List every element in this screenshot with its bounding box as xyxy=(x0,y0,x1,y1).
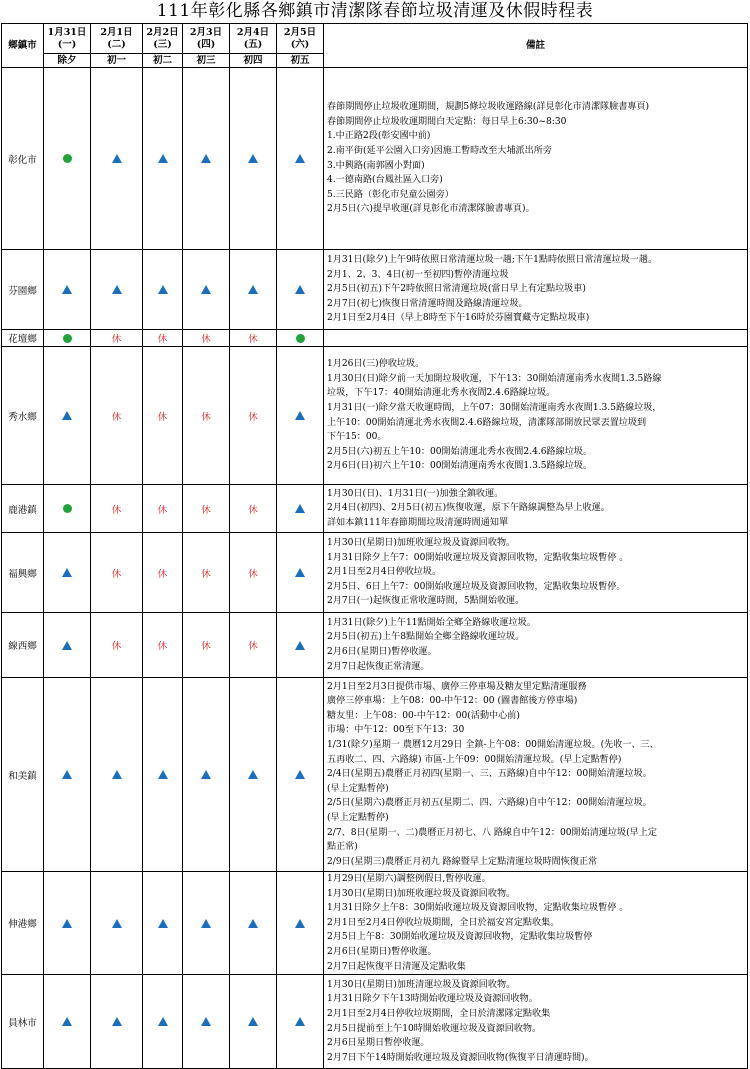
remark-line: 2月6日(星期日)暫停收運。 xyxy=(327,647,437,657)
remark-line: 2月1日至2月3日提供市場、廣停三停車場及糖友里定點清運服務 xyxy=(327,681,587,692)
remark-line: 廣停三停車場：上午08：00-中午12：00 (圖書館後方停車場) xyxy=(327,696,578,707)
status-cell xyxy=(230,533,277,613)
remark-line: 五再收二、四、六路線) 市區-上午09：00開始清運垃圾。(早上定點暫停) xyxy=(327,754,622,765)
status-cell xyxy=(183,250,230,330)
header-day: 2月4日 (五) xyxy=(230,24,277,54)
blue-triangle-icon xyxy=(295,568,305,577)
status-cell xyxy=(183,68,230,250)
remark-line: 2月1日至2月4日停收垃圾期間，全日於福安宮定點收集。 xyxy=(327,917,560,928)
remark-line: 2月7日(一)起恢復正常收運時間，5點開始收運。 xyxy=(327,596,525,607)
remark-line: 1月26日(三)停收垃圾。 xyxy=(327,359,425,370)
remark-line: 1月30日(星期日)加班收運垃圾及資源回收物。 xyxy=(327,538,516,549)
schedule-table xyxy=(1,23,748,1069)
remark-line: 2月5日(六)提早收運(詳見彰化市清潔隊臉書專頁)。 xyxy=(327,204,535,215)
town-name: 彰化市 xyxy=(2,68,44,250)
status-cell xyxy=(91,872,143,975)
green-circle-icon xyxy=(296,334,305,343)
blue-triangle-icon xyxy=(158,919,168,928)
rest-label: 休 xyxy=(111,641,122,652)
remark-line: 詳如本鎮111年春節期間垃圾清運時間通知單 xyxy=(327,517,509,528)
remarks-cell xyxy=(324,975,748,1069)
remark-line: 2/9日(星期三)農曆正月初九 路線暨早上定點清運垃圾時間恢復正常 xyxy=(327,856,598,867)
remark-line: 4.一德南路(台鳳社區入口旁) xyxy=(327,175,443,186)
rest-label: 休 xyxy=(248,504,258,516)
table-row xyxy=(2,330,748,347)
remark-line: 1月31日除夕上午8：30開始收運垃圾及資源回收物，定點收集垃圾暫停 。 xyxy=(327,903,629,914)
remark-line: (早上定點暫停) xyxy=(327,783,389,794)
blue-triangle-icon xyxy=(62,411,72,420)
status-cell xyxy=(143,485,183,533)
remark-line: 1月30日(日)除夕前一天加開垃圾收運，下午13：30開始清運南秀水夜間1.3.5路線 xyxy=(327,373,662,384)
table-row xyxy=(2,347,748,485)
green-circle-icon xyxy=(63,154,72,163)
remark-line: 春節期間停止垃圾收運期間，規劃5條垃圾收運路線(詳見彰化市清潔隊臉書專頁) xyxy=(327,102,650,113)
status-cell xyxy=(230,975,277,1069)
status-cell xyxy=(277,872,324,975)
status-cell xyxy=(143,330,183,347)
remark-line: 2月7日下午14時開始收運垃圾及資源回收物(恢復平日清運時間)。 xyxy=(327,1052,594,1063)
blue-triangle-icon xyxy=(248,1017,258,1026)
blue-triangle-icon xyxy=(62,919,72,928)
status-cell xyxy=(44,678,91,872)
remark-line: 2月5日(六)初五上午10：00開始清運北秀水夜間2.4.6路線垃圾。 xyxy=(327,446,593,457)
remark-line: 2月7日起恢復平日清運及定點收集 xyxy=(327,961,466,972)
green-circle-icon xyxy=(63,334,72,343)
remark-line: 2月5日、6日上午7：00開始收運垃圾及資源回收物，定點收集垃圾暫停。 xyxy=(327,581,626,592)
blue-triangle-icon xyxy=(201,770,211,779)
rest-label: 休 xyxy=(248,334,258,345)
town-name: 員林市 xyxy=(2,975,44,1069)
remark-line: 1月30日(星期日)加班收運垃圾及資源回收物。 xyxy=(327,888,516,899)
blue-triangle-icon xyxy=(158,154,168,163)
status-cell xyxy=(183,533,230,613)
status-cell xyxy=(44,533,91,613)
blue-triangle-icon xyxy=(248,154,258,163)
table-row xyxy=(2,250,748,330)
status-cell xyxy=(143,872,183,975)
status-cell xyxy=(44,330,91,347)
rest-label: 休 xyxy=(111,411,122,423)
remark-line: 2月5日提前至上午10時開始收運垃圾及資源回收物。 xyxy=(327,1023,542,1034)
blue-triangle-icon xyxy=(112,919,122,928)
status-cell xyxy=(91,485,143,533)
status-cell xyxy=(91,347,143,485)
table-row xyxy=(2,872,748,975)
blue-triangle-icon xyxy=(248,919,258,928)
remark-line: 2月6日(日)初六上午10：00開始清運南秀水夜間1.3.5路線垃圾。 xyxy=(327,461,593,472)
status-cell xyxy=(183,678,230,872)
blue-triangle-icon xyxy=(158,285,168,294)
status-cell xyxy=(230,347,277,485)
table-row xyxy=(2,975,748,1069)
header-day: 2月3日 (四) xyxy=(183,24,230,54)
remark-line: 垃圾，下午17：40開始清運北秀水夜間2.4.6路線垃圾。 xyxy=(327,388,556,399)
remark-line: 1/31(除夕)星期一 農曆12月29日 全鎮-上午08：00開始清運垃圾。(先收一、三、 xyxy=(327,740,659,751)
status-cell xyxy=(44,872,91,975)
remark-line: 點正常) xyxy=(327,842,358,853)
remark-line: 3.中興路(南郭國小對面) xyxy=(327,160,425,171)
status-cell xyxy=(183,347,230,485)
header-lunar: 除夕 xyxy=(44,54,91,68)
status-cell xyxy=(143,678,183,872)
blue-triangle-icon xyxy=(62,641,72,650)
header-lunar: 初五 xyxy=(277,54,324,68)
rest-label: 休 xyxy=(201,504,211,516)
rest-label: 休 xyxy=(111,334,122,345)
blue-triangle-icon xyxy=(295,641,305,650)
town-name: 線西鄉 xyxy=(2,613,44,678)
status-cell xyxy=(277,347,324,485)
status-cell xyxy=(44,613,91,678)
status-cell xyxy=(183,872,230,975)
remark-line: 1月30日(日)、1月31日(一)加強全鎮收運。 xyxy=(327,488,504,499)
status-cell xyxy=(143,250,183,330)
status-cell xyxy=(143,347,183,485)
status-cell xyxy=(91,250,143,330)
status-cell xyxy=(277,678,324,872)
blue-triangle-icon xyxy=(112,1017,122,1026)
remarks-cell xyxy=(324,330,748,347)
rest-label: 休 xyxy=(248,641,258,652)
header-day: 2月1日 (二) xyxy=(91,24,143,54)
blue-triangle-icon xyxy=(112,154,122,163)
remark-line: 1月31日(一)除夕當天收運時間，上午07：30開始清運南秀水夜間1.3.5路線垃圾， xyxy=(327,402,662,413)
status-cell xyxy=(230,250,277,330)
remark-line: 2月6日星期日暫停收運。 xyxy=(327,1038,430,1049)
header-day: 2月5日 (六) xyxy=(277,24,324,54)
remark-line: 春節期間停止垃圾收運期間白天定點：每日早上6:30~8:30 xyxy=(327,116,567,127)
rest-label: 休 xyxy=(157,504,168,516)
remark-line: 下午15：00。 xyxy=(327,432,387,443)
remark-line: 2/5日(星期六)農曆正月初五(星期二、四、六路線)自中午12：00開始清運垃圾。 xyxy=(327,798,652,809)
status-cell xyxy=(230,68,277,250)
blue-triangle-icon xyxy=(201,154,211,163)
remark-line: 2.南平街(延平公園入口旁)因施工暫時改至大埔派出所旁 xyxy=(327,145,552,156)
status-cell xyxy=(230,872,277,975)
blue-triangle-icon xyxy=(62,285,72,294)
town-name: 鹿港鎮 xyxy=(2,485,44,533)
status-cell xyxy=(277,68,324,250)
remark-line: 2/7、8日(星期一、二)農曆正月初七、八 路線自中午12：00開始清運垃圾(早上定 xyxy=(327,827,657,838)
status-cell xyxy=(183,330,230,347)
table-row xyxy=(2,678,748,872)
status-cell xyxy=(183,485,230,533)
remark-line: 2月1日至2月4日（早上8時至下午16時於芬園寶藏寺定點垃圾車) xyxy=(327,313,590,324)
status-cell xyxy=(44,485,91,533)
remarks-cell xyxy=(324,250,748,330)
remark-line: 上午10：00開始清運北秀水夜間2.4.6路線垃圾，清潔隊部開放民眾丟置垃圾到 xyxy=(327,417,647,428)
remark-line: 2月6日(星期日)暫停收運。 xyxy=(327,946,437,957)
status-cell xyxy=(91,975,143,1069)
rest-label: 休 xyxy=(201,641,211,652)
blue-triangle-icon xyxy=(201,285,211,294)
remark-line: 1.中正路2段(彰安國中前) xyxy=(327,131,431,142)
remark-line: 1月31日除夕下午13時開始收運垃圾及資源回收物。 xyxy=(327,994,538,1005)
blue-triangle-icon xyxy=(295,1017,305,1026)
rest-label: 休 xyxy=(157,334,168,345)
blue-triangle-icon xyxy=(295,285,305,294)
green-circle-icon xyxy=(63,504,72,513)
status-cell xyxy=(230,678,277,872)
table-row xyxy=(2,485,748,533)
status-cell xyxy=(277,250,324,330)
status-cell xyxy=(230,613,277,678)
blue-triangle-icon xyxy=(62,568,72,577)
remarks-cell xyxy=(324,678,748,872)
status-cell xyxy=(183,613,230,678)
blue-triangle-icon xyxy=(112,285,122,294)
blue-triangle-icon xyxy=(158,1017,168,1026)
header-lunar: 初一 xyxy=(91,54,143,68)
remarks-cell xyxy=(324,613,748,678)
table-row xyxy=(2,533,748,613)
status-cell xyxy=(230,485,277,533)
town-name: 伸港鄉 xyxy=(2,872,44,975)
town-name: 秀水鄉 xyxy=(2,347,44,485)
status-cell xyxy=(91,68,143,250)
remark-line: 1月31日(除夕)上午9時依照日常清運垃圾一趟;下午1點時依照日常清運垃圾一趟。 xyxy=(327,255,658,266)
status-cell xyxy=(91,533,143,613)
status-cell xyxy=(44,975,91,1069)
remark-line: 2月1日至2月4日停收垃圾期間，全日於清潔隊定點收集 xyxy=(327,1009,551,1020)
status-cell xyxy=(143,68,183,250)
status-cell xyxy=(44,250,91,330)
remark-line: 2月5日(初五)上午8點開始全鄉全路線收運垃圾。 xyxy=(327,632,525,643)
remark-line: 2月1日至2月4日停收垃圾。 xyxy=(327,567,442,578)
remarks-cell xyxy=(324,347,748,485)
town-name: 花壇鄉 xyxy=(2,330,44,347)
rest-label: 休 xyxy=(157,411,168,423)
blue-triangle-icon xyxy=(158,770,168,779)
remark-line: 1月29日(星期六)調整例假日,暫停收運。 xyxy=(327,874,491,884)
header-town: 鄉鎮市 xyxy=(2,24,44,68)
blue-triangle-icon xyxy=(295,154,305,163)
header-remarks: 備註 xyxy=(324,24,748,68)
blue-triangle-icon xyxy=(248,285,258,294)
remark-line: 2月1、2、3、4日(初一至初四)暫停清運垃圾 xyxy=(327,269,509,280)
table-row xyxy=(2,68,748,250)
status-cell xyxy=(277,485,324,533)
status-cell xyxy=(230,330,277,347)
header-day: 2月2日 (三) xyxy=(143,24,183,54)
status-cell xyxy=(277,533,324,613)
status-cell xyxy=(277,330,324,347)
rest-label: 休 xyxy=(201,568,211,580)
header-day: 1月31日 (一) xyxy=(44,24,91,54)
status-cell xyxy=(183,975,230,1069)
status-cell xyxy=(143,533,183,613)
header-lunar: 初四 xyxy=(230,54,277,68)
status-cell xyxy=(277,975,324,1069)
rest-label: 休 xyxy=(111,568,122,580)
blue-triangle-icon xyxy=(112,770,122,779)
blue-triangle-icon xyxy=(201,1017,211,1026)
status-cell xyxy=(91,678,143,872)
remark-line: 2月7日起恢復正常清運。 xyxy=(327,661,430,672)
blue-triangle-icon xyxy=(62,1017,72,1026)
remarks-cell xyxy=(324,68,748,250)
blue-triangle-icon xyxy=(201,919,211,928)
remark-line: 2月5日(初五)下午2時依照日常清運垃圾(當日早上有定點垃圾車) xyxy=(327,284,586,295)
remark-line: 1月31日除夕上午7：00開始收運垃圾及資源回收物，定點收集垃圾暫停 。 xyxy=(327,552,629,563)
remark-line: 2月4日(初四)、2月5日(初五)恢復收運，原下午路線調整為早上收運。 xyxy=(327,503,610,514)
status-cell xyxy=(277,613,324,678)
rest-label: 休 xyxy=(157,568,168,580)
header-lunar: 初二 xyxy=(143,54,183,68)
remark-line: 5.三民路（彰化市兒童公園旁） xyxy=(327,189,454,200)
status-cell xyxy=(143,613,183,678)
rest-label: 休 xyxy=(201,411,211,423)
remark-line: 2月5日上午8：30開始收運垃圾及資源回收物，定點收集垃圾暫停 xyxy=(327,932,593,943)
town-name: 和美鎮 xyxy=(2,678,44,872)
remark-line: 2月7日(初七)恢復日常清運時間及路線清運垃圾。 xyxy=(327,298,528,309)
blue-triangle-icon xyxy=(248,770,258,779)
remark-line: 1月30日(星期日)加班清運垃圾及資源回收物。 xyxy=(327,979,516,990)
status-cell xyxy=(91,613,143,678)
remark-line: 糖友里：上午08：00-中午12：00(活動中心前) xyxy=(327,710,520,721)
rest-label: 休 xyxy=(111,504,122,516)
remark-line: (早上定點暫停) xyxy=(327,812,389,823)
rest-label: 休 xyxy=(201,334,211,345)
blue-triangle-icon xyxy=(295,770,305,779)
table-row xyxy=(2,613,748,678)
status-cell xyxy=(143,975,183,1069)
remark-line: 1月31日(除夕)上午11點開始全鄉全路線收運垃圾。 xyxy=(327,617,536,628)
town-name: 芬園鄉 xyxy=(2,250,44,330)
status-cell xyxy=(44,68,91,250)
rest-label: 休 xyxy=(248,411,258,423)
remarks-cell xyxy=(324,872,748,975)
blue-triangle-icon xyxy=(295,919,305,928)
header-lunar: 初三 xyxy=(183,54,230,68)
remarks-cell xyxy=(324,485,748,533)
remark-line: 2/4日(星期五)農曆正月初四(星期一、三、五路線)自中午12：00開始清運垃圾。 xyxy=(327,769,652,780)
rest-label: 休 xyxy=(157,641,168,652)
blue-triangle-icon xyxy=(295,411,305,420)
status-cell xyxy=(44,347,91,485)
remarks-cell xyxy=(324,533,748,613)
blue-triangle-icon xyxy=(295,504,305,513)
blue-triangle-icon xyxy=(62,770,72,779)
town-name: 福興鄉 xyxy=(2,533,44,613)
status-cell xyxy=(91,330,143,347)
rest-label: 休 xyxy=(248,568,258,580)
remark-line: 市場：中午12：00至下午13：30 xyxy=(327,725,465,736)
page-title: 111年彰化縣各鄉鎮市清潔隊春節垃圾清運及休假時程表 xyxy=(156,1,594,21)
